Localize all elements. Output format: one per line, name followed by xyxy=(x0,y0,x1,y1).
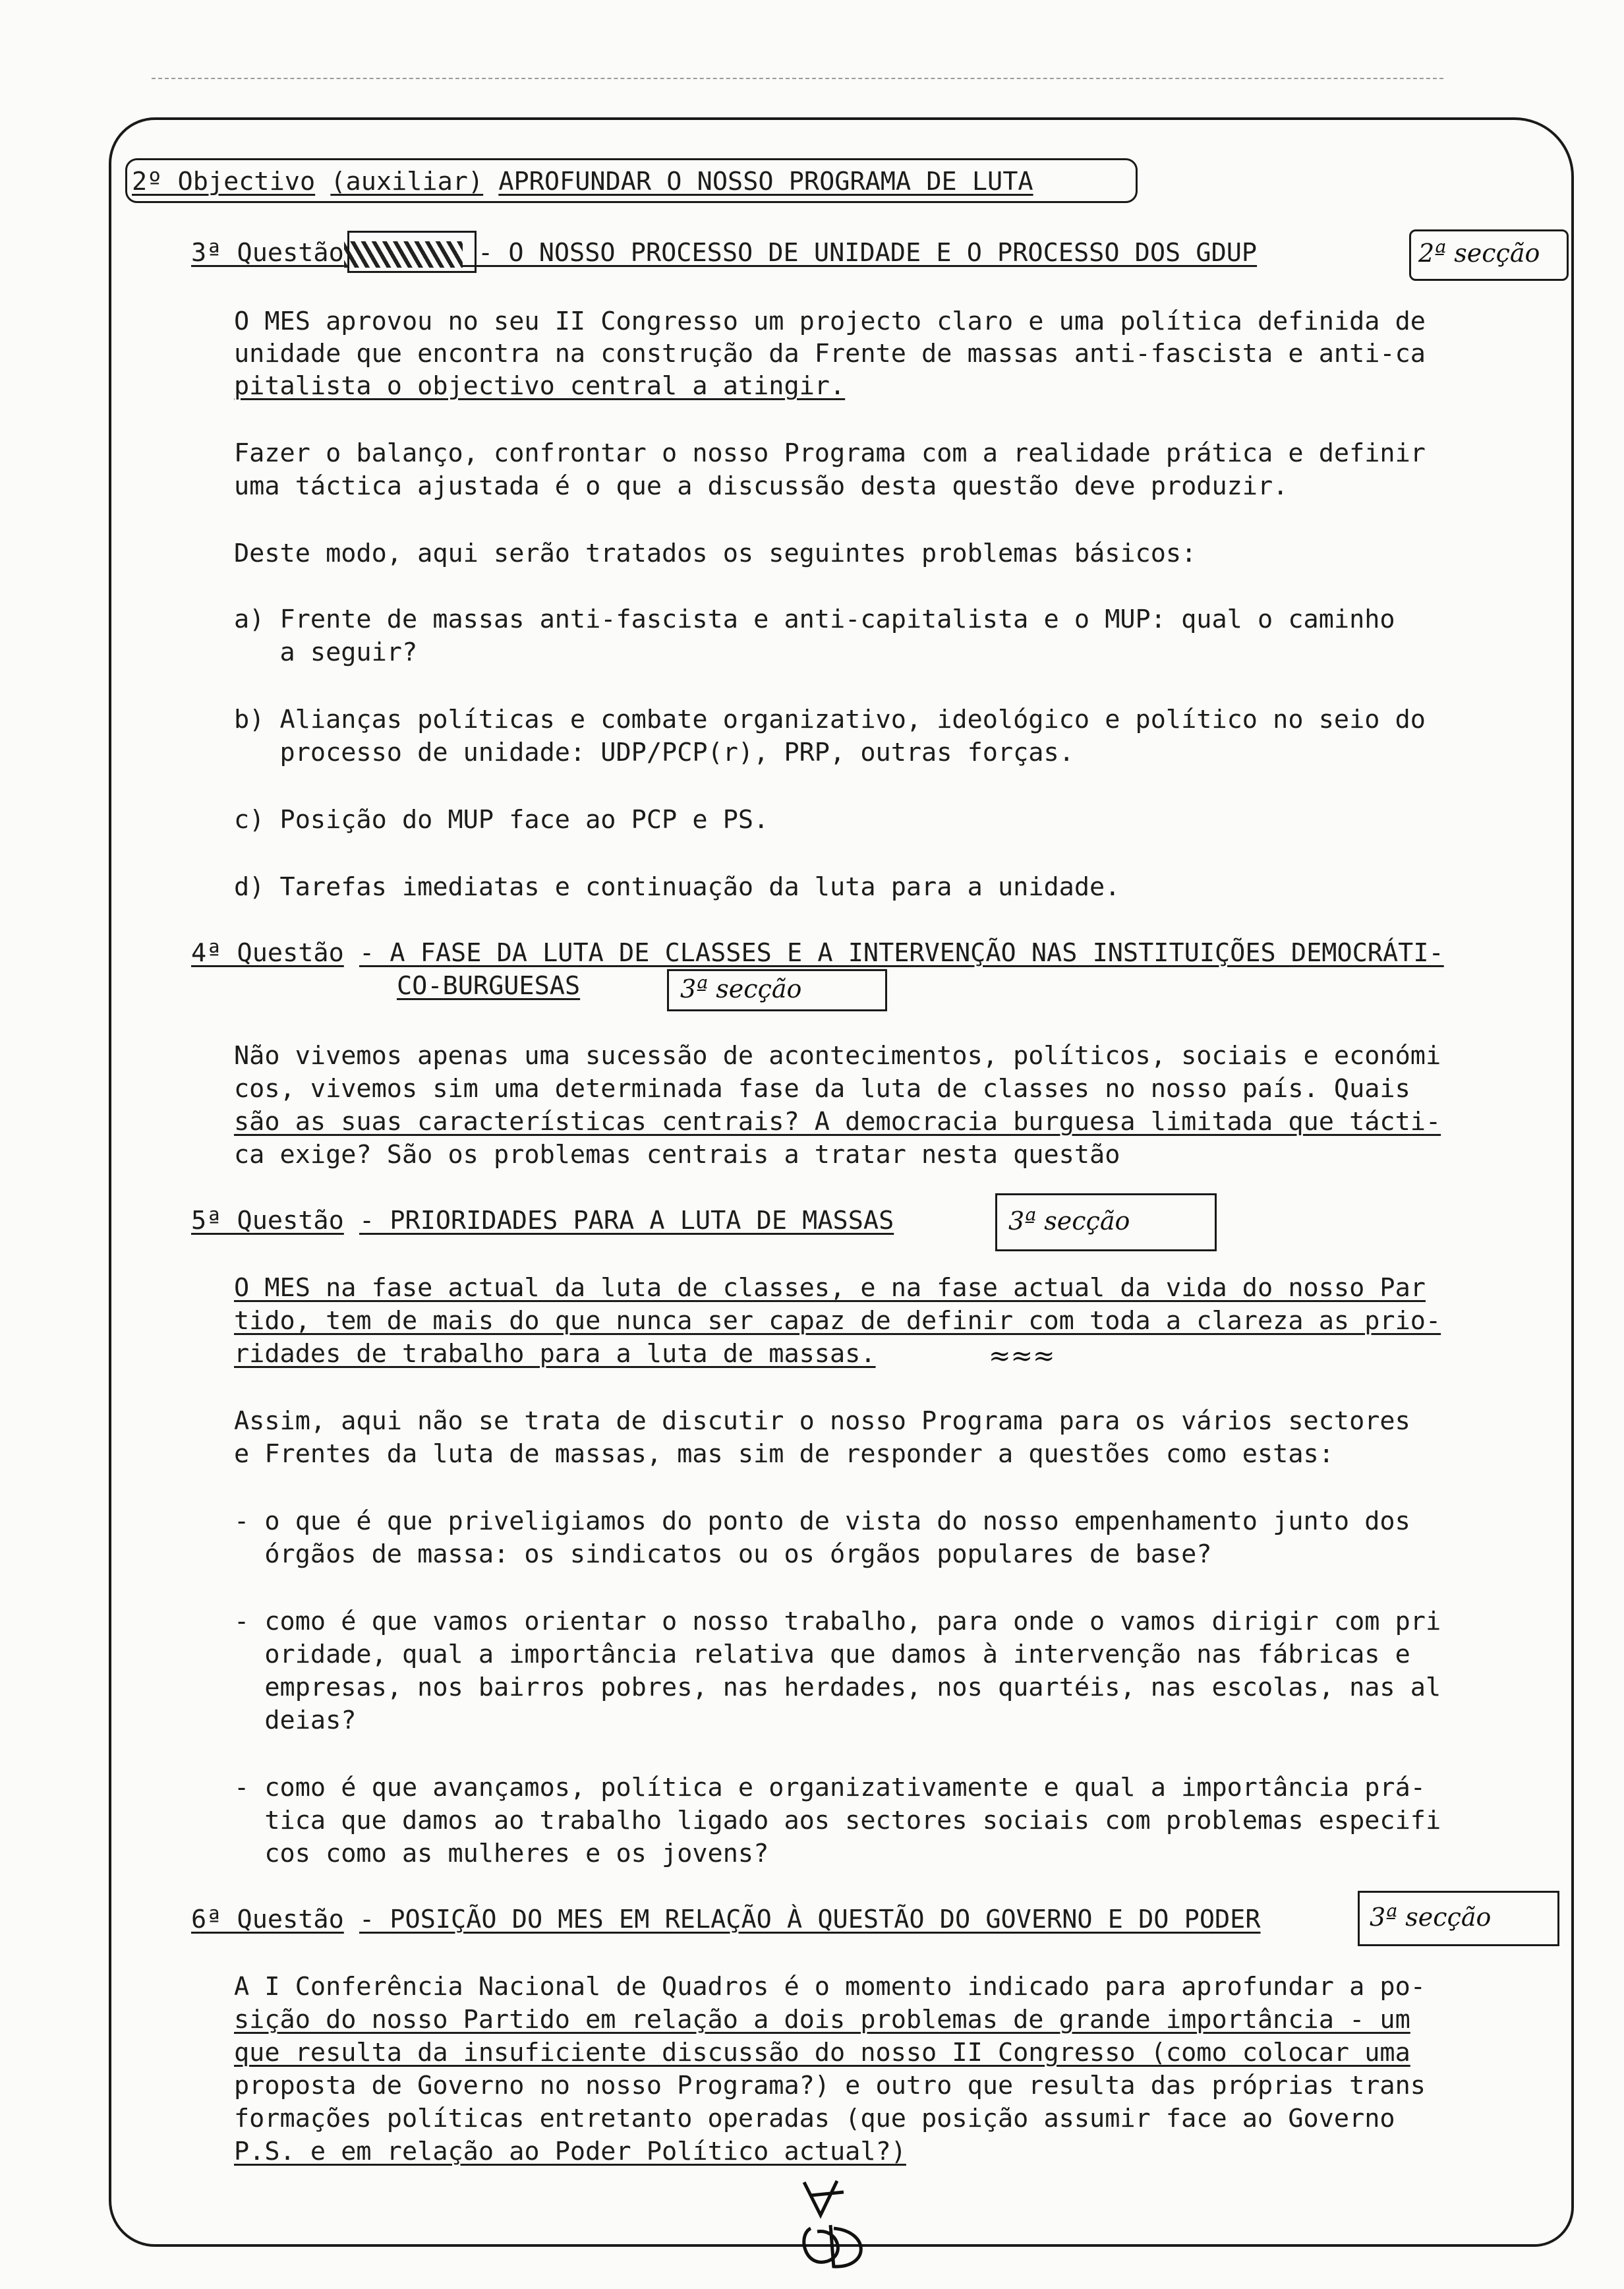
q5-bullet2-l1: - como é que vamos orientar o nosso trabalho, para onde o vamos dirigir com pri xyxy=(234,1607,1441,1636)
q3-label: 3ª Questão xyxy=(191,238,344,268)
q6-p1-l6: P.S. e em relação ao Poder Político actual?) xyxy=(234,2137,906,2166)
q5-bullet2-l4: deias? xyxy=(234,1706,357,1735)
objective-title: APROFUNDAR O NOSSO PROGRAMA DE LUTA xyxy=(498,167,1033,196)
q3-p2-l2: uma táctica ajustada é o que a discussão desta questão deve produzir. xyxy=(234,471,1289,501)
q4-heading-l1 xyxy=(191,939,1444,968)
top-rule xyxy=(152,78,1443,79)
q3-title: - O NOSSO PROCESSO DE UNIDADE E O PROCESSO DOS GDUP xyxy=(462,238,1258,268)
q6-p1-l3: que resulta da insuficiente discussão do nosso II Congresso (como colocar uma xyxy=(234,2038,1410,2067)
q6-section-note: 3ª secção xyxy=(1370,1903,1492,1932)
q3-p1-l2: unidade que encontra na construção da Frente de massas anti-fascista e anti-ca xyxy=(234,339,1426,369)
q3-item-a-l2: a seguir? xyxy=(234,638,418,667)
q5-p2-l2: e Frentes da luta de massas, mas sim de responder a questões como estas: xyxy=(234,1439,1334,1469)
q3-item-c: c) Posição do MUP face ao PCP e PS. xyxy=(234,805,769,835)
q4-title-l1: - A FASE DA LUTA DE CLASSES E A INTERVENÇÃO NAS INSTITUIÇÕES DEMOCRÁTI- xyxy=(359,938,1444,968)
objective-heading xyxy=(132,167,1033,196)
q3-p2-l1: Fazer o balanço, confrontar o nosso Programa com a realidade prática e definir xyxy=(234,438,1426,468)
q3-stamp-box xyxy=(347,231,477,273)
q3-section-note: 2ª secção xyxy=(1418,239,1540,268)
q3-item-a-l1: a) Frente de massas anti-fascista e anti-capitalista e o MUP: qual o caminho xyxy=(234,605,1395,634)
q5-label: 5ª Questão xyxy=(191,1206,344,1235)
q3-p3: Deste modo, aqui serão tratados os seguintes problemas básicos: xyxy=(234,539,1197,568)
q3-item-b-l2: processo de unidade: UDP/PCP(r), PRP, outras forças. xyxy=(234,738,1074,767)
q6-heading xyxy=(191,1905,1261,1934)
q5-bullet1-l1: - o que é que priveligiamos do ponto de vista do nosso empenhamento junto dos xyxy=(234,1506,1410,1536)
objective-label: 2º Objectivo xyxy=(132,167,316,196)
q4-p1-l4: ca exige? São os problemas centrais a tratar nesta questão xyxy=(234,1140,1120,1170)
handwritten-initials xyxy=(791,2176,883,2274)
q4-p1-l1: Não vivemos apenas uma sucessão de acontecimentos, políticos, sociais e económi xyxy=(234,1041,1441,1071)
q5-heading xyxy=(191,1206,894,1235)
q6-title: - POSIÇÃO DO MES EM RELAÇÃO À QUESTÃO DO GOVERNO E DO PODER xyxy=(359,1905,1261,1934)
q6-p1-l5: formações políticas entretanto operadas (que posição assumir face ao Governo xyxy=(234,2104,1395,2133)
q5-p1-l1: O MES na fase actual da luta de classes, e na fase actual da vida do nosso Par xyxy=(234,1273,1426,1303)
q4-section-note: 3ª secção xyxy=(680,974,802,1003)
q4-p1-l3: são as suas características centrais? A democracia burguesa limitada que tácti- xyxy=(234,1107,1441,1137)
objective-qualifier: (auxiliar) xyxy=(330,167,484,196)
q6-label: 6ª Questão xyxy=(191,1905,344,1934)
scribble-mark: ≈≈≈ xyxy=(989,1341,1055,1371)
q5-bullet3-l3: cos como as mulheres e os jovens? xyxy=(234,1839,769,1868)
q4-label: 4ª Questão xyxy=(191,938,344,968)
q5-bullet3-l2: tica que damos ao trabalho ligado aos sectores sociais com problemas especifi xyxy=(234,1806,1441,1835)
q6-p1-l4: proposta de Governo no nosso Programa?) e outro que resulta das próprias trans xyxy=(234,2071,1426,2100)
q5-p1-l3: ridades de trabalho para a luta de massas. xyxy=(234,1339,876,1369)
q5-p1-l2: tido, tem de mais do que nunca ser capaz de definir com toda a clareza as prio- xyxy=(234,1306,1441,1336)
q5-p2-l1: Assim, aqui não se trata de discutir o nosso Programa para os vários sectores xyxy=(234,1406,1410,1436)
q3-p1-l3: pitalista o objectivo central a atingir. xyxy=(234,371,846,401)
q6-p1-l2: sição do nosso Partido em relação a dois problemas de grande importância - um xyxy=(234,2005,1410,2035)
q6-p1-l1: A I Conferência Nacional de Quadros é o momento indicado para aprofundar a po- xyxy=(234,1972,1426,2002)
q4-p1-l2: cos, vivemos sim uma determinada fase da luta de classes no nosso país. Quais xyxy=(234,1074,1410,1104)
q3-item-b-l1: b) Alianças políticas e combate organizativo, ideológico e político no seio do xyxy=(234,705,1426,734)
q3-p1-l1: O MES aprovou no seu II Congresso um projecto claro e uma política definida de xyxy=(234,307,1426,336)
q5-title: - PRIORIDADES PARA A LUTA DE MASSAS xyxy=(359,1206,894,1235)
q5-section-note: 3ª secção xyxy=(1008,1206,1130,1235)
q5-bullet1-l2: órgãos de massa: os sindicatos ou os órgãos populares de base? xyxy=(234,1539,1212,1569)
q4-title-l2: CO-BURGUESAS xyxy=(397,971,581,1001)
q5-bullet2-l2: oridade, qual a importância relativa que damos à intervenção nas fábricas e xyxy=(234,1640,1410,1669)
q5-bullet2-l3: empresas, nos bairros pobres, nas herdades, nos quartéis, nas escolas, nas al xyxy=(234,1673,1441,1702)
q3-item-d: d) Tarefas imediatas e continuação da luta para a unidade. xyxy=(234,872,1120,902)
q5-bullet3-l1: - como é que avançamos, política e organizativamente e qual a importância prá- xyxy=(234,1773,1426,1802)
